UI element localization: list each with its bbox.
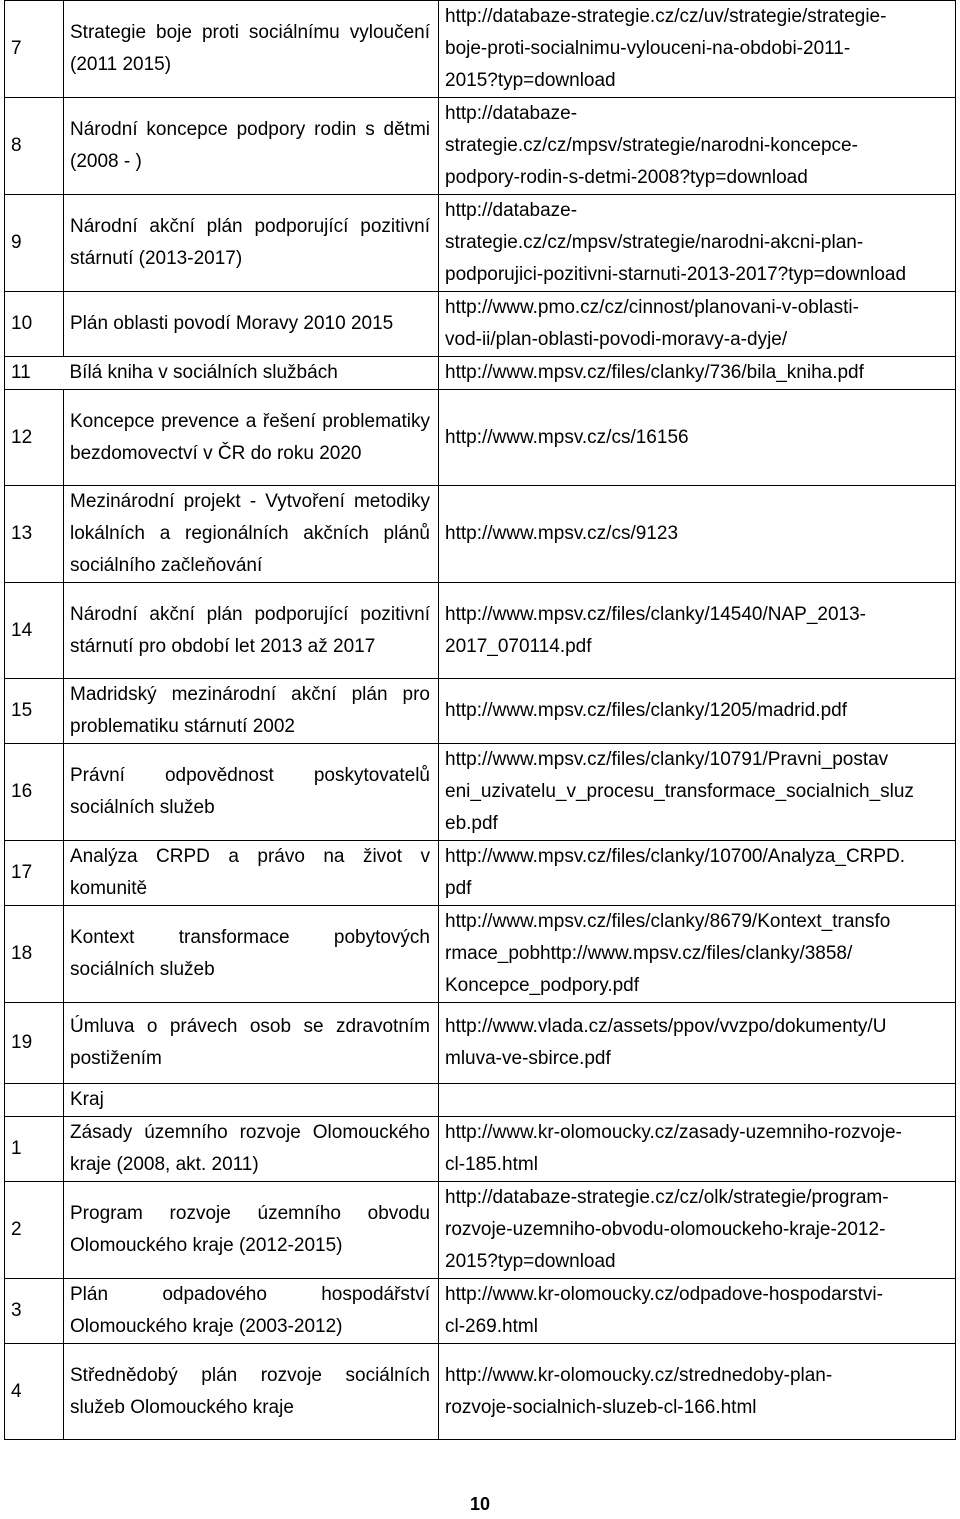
document-url[interactable]: eni_uzivatelu_v_procesu_transformace_socialnich_sluz [445,781,914,802]
document-url[interactable]: 2015?typ=download [445,1251,616,1272]
document-url[interactable]: http://www.mpsv.cz/cs/9123 [445,523,679,544]
document-url[interactable]: rmace_pobhttp://www.mpsv.cz/files/clanky/3858/ [445,943,853,964]
document-url[interactable]: http://www.pmo.cz/cz/cinnost/planovani-v-oblasti- [445,297,859,318]
section-heading: Kraj [64,1084,439,1117]
document-title: Národní akční plán podporující pozitivní stárnutí (2013-2017) [64,195,439,292]
table-row [5,841,956,906]
table-body [5,1,956,1440]
table-row [5,390,956,486]
document-url-cell [439,1344,956,1440]
document-title: Právní odpovědnost poskytovatelů sociálních služeb [64,744,439,841]
document-url[interactable]: http://www.kr-olomoucky.cz/odpadove-hospodarstvi- [445,1284,883,1305]
row-number: 15 [5,679,64,744]
table-row [5,1344,956,1440]
document-title: Madridský mezinárodní akční plán pro problematiku stárnutí 2002 [64,679,439,744]
table-row [5,679,956,744]
document-url-cell [439,679,956,744]
row-number: 1 [5,1117,64,1182]
document-url[interactable]: strategie.cz/cz/mpsv/strategie/narodni-koncepce- [445,135,858,156]
document-title: Národní koncepce podpory rodin s dětmi (2008 - ) [64,98,439,195]
document-url-cell [439,486,956,583]
document-url-cell [439,357,956,390]
document-title: Analýza CRPD a právo na život v komunitě [64,841,439,906]
document-url-cell [439,98,956,195]
row-number: 17 [5,841,64,906]
table-row [5,195,956,292]
document-url[interactable]: http://www.vlada.cz/assets/ppov/vvzpo/dokumenty/U [445,1016,887,1037]
document-url-cell [439,1,956,98]
table-row [5,292,956,357]
document-url[interactable]: 2017_070114.pdf [445,635,592,657]
document-url-cell [439,1182,956,1279]
row-number: 14 [5,583,64,679]
document-url[interactable]: podpory-rodin-s-detmi-2008?typ=download [445,167,808,188]
document-url[interactable]: http://www.mpsv.cz/files/clanky/10700/Analyza_CRPD. [445,846,906,867]
document-url-cell [439,744,956,841]
row-number: 19 [5,1003,64,1084]
table-row [5,1182,956,1279]
row-number: 4 [5,1344,64,1440]
table-row [5,357,956,390]
document-url-cell [439,906,956,1003]
row-number: 11 [5,357,64,390]
table-row [5,744,956,841]
document-url[interactable]: pdf [445,878,472,899]
document-url[interactable]: Koncepce_podpory.pdf [445,975,640,996]
document-url[interactable]: http://databaze- [445,200,578,221]
document-url[interactable]: http://www.kr-olomoucky.cz/zasady-uzemniho-rozvoje- [445,1122,902,1143]
document-title: Střednědobý plán rozvoje sociálních služeb Olomouckého kraje [64,1344,439,1440]
page-number: 10 [469,1494,491,1514]
document-url-cell [439,195,956,292]
document-url[interactable]: eb.pdf [445,813,498,834]
document-title: Koncepce prevence a řešení problematiky bezdomovectví v ČR do roku 2020 [64,390,439,486]
strategy-documents-table [4,0,956,1440]
document-url-cell [439,1117,956,1182]
document-title: Zásady územního rozvoje Olomouckého kraje (2008, akt. 2011) [64,1117,439,1182]
document-url-cell [439,1003,956,1084]
document-title: Bílá kniha v sociálních službách [64,357,439,390]
document-url[interactable]: http://www.kr-olomoucky.cz/strednedoby-plan- [445,1364,833,1386]
row-number: 2 [5,1182,64,1279]
document-url[interactable]: cl-269.html [445,1316,538,1337]
row-number: 16 [5,744,64,841]
table-row [5,1,956,98]
row-number: 7 [5,1,64,98]
document-title: Plán oblasti povodí Moravy 2010 2015 [64,292,439,357]
document-title: Strategie boje proti sociálnímu vyloučení (2011 2015) [64,1,439,98]
table-row [5,486,956,583]
table-row [5,1117,956,1182]
row-number: 12 [5,390,64,486]
document-url[interactable]: http://www.mpsv.cz/files/clanky/14540/NAP_2013- [445,603,867,625]
row-number: 8 [5,98,64,195]
document-url[interactable]: rozvoje-uzemniho-obvodu-olomouckeho-kraje-2012- [445,1219,886,1240]
document-title: Program rozvoje územního obvodu Olomouckého kraje (2012-2015) [64,1182,439,1279]
document-url[interactable]: http://www.mpsv.cz/cs/16156 [445,426,689,448]
document-title: Úmluva o právech osob se zdravotním postižením [64,1003,439,1084]
document-url[interactable]: strategie.cz/cz/mpsv/strategie/narodni-akcni-plan- [445,232,864,253]
empty-cell [439,1084,956,1117]
document-url[interactable]: podporujici-pozitivni-starnuti-2013-2017?typ=download [445,264,907,285]
document-url-cell [439,1279,956,1344]
document-url[interactable]: http://www.mpsv.cz/files/clanky/1205/madrid.pdf [445,700,847,721]
document-url[interactable]: http://www.mpsv.cz/files/clanky/10791/Pravni_postav [445,749,889,770]
document-url-cell [439,583,956,679]
document-title: Kontext transformace pobytových sociálních služeb [64,906,439,1003]
table-row [5,583,956,679]
table-row [5,906,956,1003]
document-url[interactable]: http://www.mpsv.cz/files/clanky/8679/Kontext_transfo [445,911,891,932]
row-number: 9 [5,195,64,292]
document-title: Mezinárodní projekt - Vytvoření metodiky lokálních a regionálních akčních plánů sociálního začleňování [64,486,439,583]
document-url[interactable]: mluva-ve-sbirce.pdf [445,1048,611,1069]
document-url[interactable]: http://databaze-strategie.cz/cz/olk/strategie/program- [445,1187,889,1208]
document-url[interactable]: http://databaze- [445,103,578,124]
section-heading-row [5,1084,956,1117]
table-row [5,1003,956,1084]
document-url-cell [439,390,956,486]
document-title: Národní akční plán podporující pozitivní stárnutí pro období let 2013 až 2017 [64,583,439,679]
row-number: 18 [5,906,64,1003]
document-url-cell [439,841,956,906]
document-url[interactable]: http://databaze-strategie.cz/cz/uv/strategie/strategie- [445,6,887,27]
document-url[interactable]: 2015?typ=download [445,70,616,91]
row-number: 3 [5,1279,64,1344]
table-row [5,1279,956,1344]
document-url[interactable]: cl-185.html [445,1154,538,1175]
document-url[interactable]: boje-proti-socialnimu-vylouceni-na-obdobi-2011- [445,38,851,59]
document-url[interactable]: http://www.mpsv.cz/files/clanky/736/bila_kniha.pdf [445,362,864,383]
table-row [5,98,956,195]
document-url[interactable]: vod-ii/plan-oblasti-povodi-moravy-a-dyje/ [445,329,788,350]
row-number: 13 [5,486,64,583]
document-url[interactable]: rozvoje-socialnich-sluzeb-cl-166.html [445,1396,757,1418]
row-number: 10 [5,292,64,357]
document-title: Plán odpadového hospodářství Olomouckého kraje (2003-2012) [64,1279,439,1344]
document-url-cell [439,292,956,357]
empty-cell [5,1084,64,1117]
